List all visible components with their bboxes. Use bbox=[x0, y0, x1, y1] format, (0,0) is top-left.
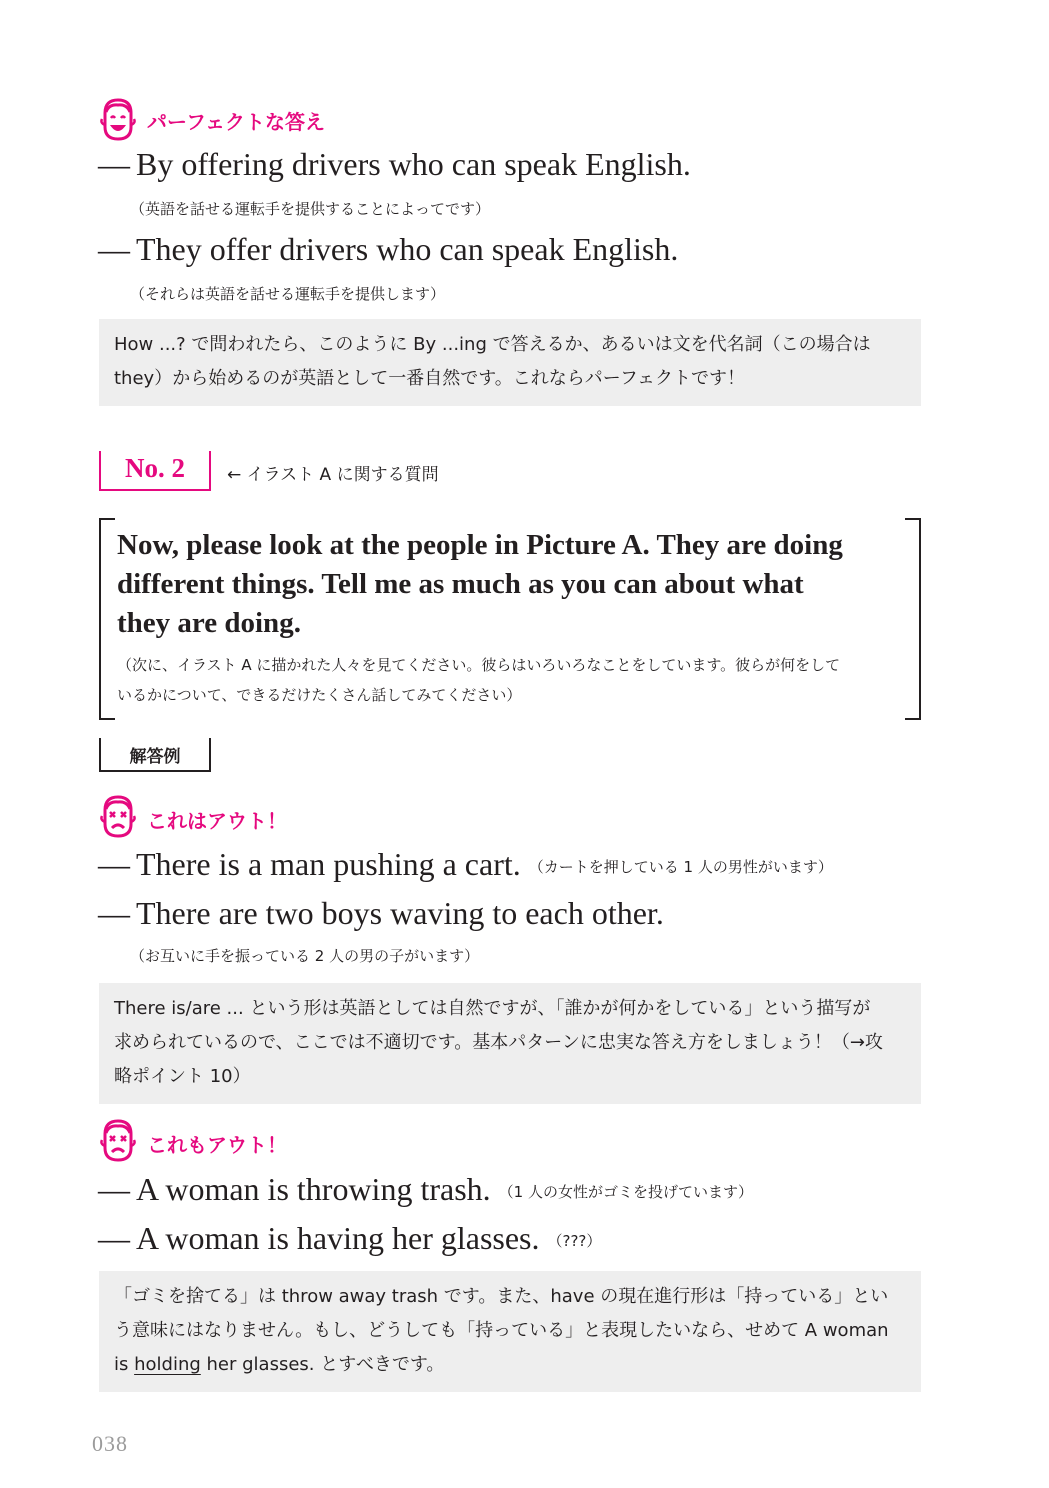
question-box bbox=[99, 518, 921, 720]
out1-answer-1: — There is a man pushing a cart. （カートを押している 1 人の男性がいます） bbox=[98, 846, 833, 882]
out1-answer-2-translation: （お互いに手を振っている 2 人の男の子がいます） bbox=[130, 947, 480, 965]
out2-heading: これもアウト！ bbox=[147, 1133, 287, 1157]
out1-heading: これはアウト！ bbox=[147, 809, 287, 833]
perfect-answer-2: — They offer drivers who can speak English. bbox=[98, 231, 679, 267]
out1-answer-2: — There are two boys waving to each other. bbox=[98, 895, 664, 931]
left-bracket bbox=[99, 518, 115, 720]
page-number: 038 bbox=[92, 1431, 128, 1456]
out2-note: 「ゴミを捨てる」は throw away trash です。また、have の現在進行形は「持っている」とい う意味にはなりません。もし、どうしても「持っている」と表現したいなら、せめて A woman is holding her glasses. とすべきです。 bbox=[99, 1271, 921, 1392]
question-translation: （次に、イラスト A に描かれた人々を見てください。彼らはいろいろなことをしています。彼らが何をして いるかについて、できるだけたくさん話してみてください） bbox=[117, 656, 841, 704]
out1-note: There is/are ... という形は英語としては自然ですが、「誰かが何かをしている」という描写が 求められているので、ここでは不適切です。基本パターンに忠実な答え方をしましょう！（→攻 略ポイント 10） bbox=[99, 983, 921, 1104]
question-number: No. 2 bbox=[125, 453, 185, 483]
perfect-answer-2-translation: （それらは英語を話せる運転手を提供します） bbox=[130, 285, 446, 303]
perfect-answer-1-translation: （英語を話せる運転手を提供することによってです） bbox=[130, 200, 491, 218]
happy-face-icon bbox=[99, 97, 137, 141]
sad-face-icon bbox=[99, 1118, 137, 1162]
question-number-box bbox=[99, 451, 211, 491]
perfect-note: How ...? で問われたら、このように By ...ing で答えるか、あるいは文を代名詞（この場合は they）から始めるのが英語として一番自然です。これならパーフェクトです！ bbox=[99, 319, 921, 406]
example-label-box bbox=[99, 738, 211, 772]
perfect-heading: パーフェクトな答え bbox=[147, 110, 325, 134]
question-text: Now, please look at the people in Picture A. They are doing different things. Tell me as much as you can about what they are doing. bbox=[117, 529, 843, 639]
question-caption: ← イラスト A に関する質問 bbox=[227, 465, 439, 485]
sad-face-icon bbox=[99, 794, 137, 838]
out2-answer-1: — A woman is throwing trash. （1 人の女性がゴミを投げています） bbox=[98, 1171, 753, 1207]
example-label: 解答例 bbox=[129, 747, 181, 767]
perfect-answer-1: — By offering drivers who can speak English. bbox=[98, 146, 691, 182]
out2-answer-2: — A woman is having her glasses. （???） bbox=[98, 1220, 602, 1256]
